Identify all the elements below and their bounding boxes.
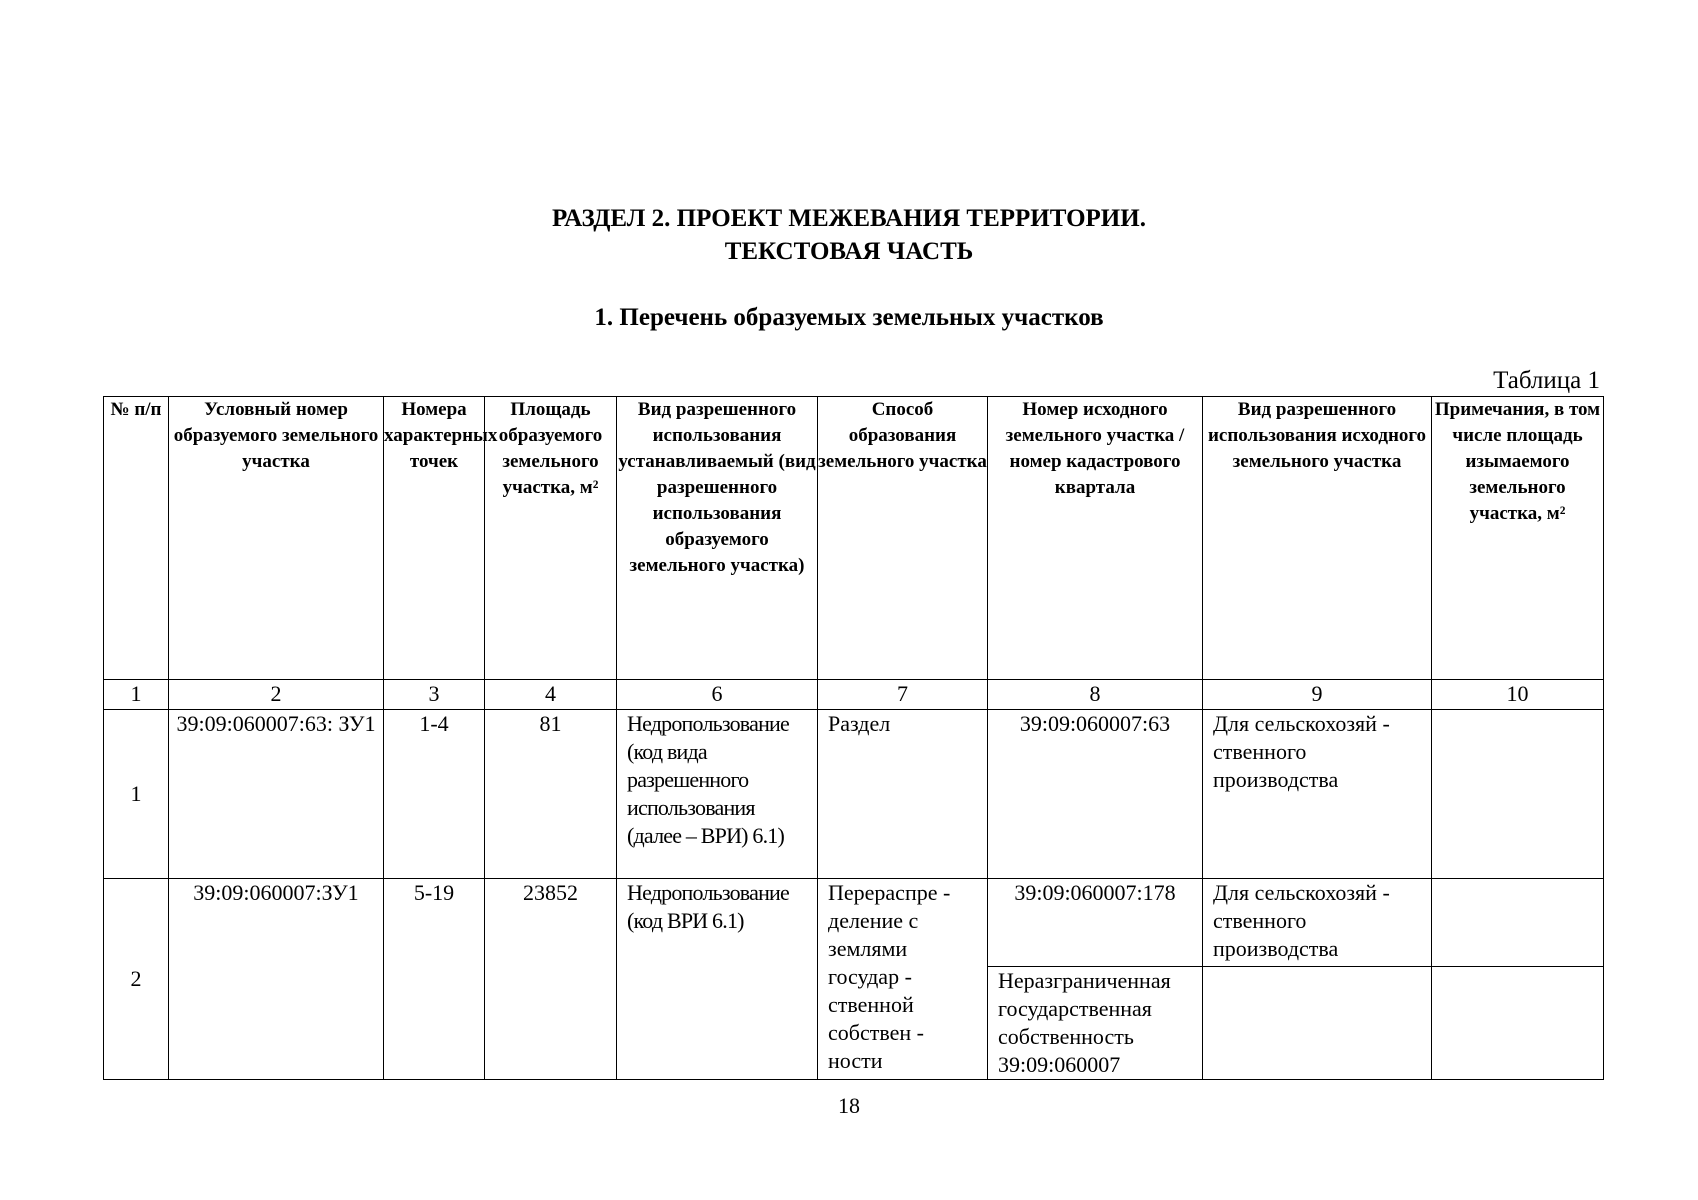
table-caption: Таблица 1 <box>1493 367 1600 394</box>
column-number: 9 <box>1203 680 1432 710</box>
header-cell: Способ образования земельного участка <box>818 397 988 680</box>
title-line-2: ТЕКСТОВАЯ ЧАСТЬ <box>724 238 974 265</box>
header-cell: Номера характерных точек <box>384 397 485 680</box>
conditional-number-cell: 39:09:060007:63: ЗУ1 <box>169 710 384 879</box>
title-line-1: РАЗДЕЛ 2. ПРОЕКТ МЕЖЕВАНИЯ ТЕРРИТОРИИ. <box>552 205 1146 232</box>
area-cell: 81 <box>485 710 617 879</box>
table-row <box>104 879 1604 967</box>
column-number-row <box>104 680 1604 710</box>
source-use-cell <box>1203 967 1432 1080</box>
column-number: 3 <box>384 680 485 710</box>
header-cell: Вид разрешенного использования исходного земельного участка <box>1203 397 1432 680</box>
header-cell: Номер исходного земельного участка / номер кадастрового квартала <box>988 397 1203 680</box>
column-number: 7 <box>818 680 988 710</box>
row-number: 1 <box>104 710 169 879</box>
source-use-cell: Для сельскохозяй - ственного производства <box>1203 879 1432 967</box>
table-row <box>104 710 1604 879</box>
source-parcel-cell: 39:09:060007:178 <box>988 879 1203 967</box>
formation-method-cell: Перераспре - деление с землями государ - ственной собствен - ности <box>818 879 988 1080</box>
column-number: 1 <box>104 680 169 710</box>
source-parcel-cell: 39:09:060007:63 <box>988 710 1203 879</box>
column-number: 4 <box>485 680 617 710</box>
permitted-use-cell: Недропользование (код ВРИ 6.1) <box>617 879 818 1080</box>
header-cell: № п/п <box>104 397 169 680</box>
header-cell: Условный номер образуемого земельного участка <box>169 397 384 680</box>
formation-method-cell: Раздел <box>818 710 988 879</box>
land-parcels-table <box>103 396 1604 1080</box>
row-number: 2 <box>104 879 169 1080</box>
column-number: 6 <box>617 680 818 710</box>
conditional-number-cell: 39:09:060007:ЗУ1 <box>169 879 384 1080</box>
page-title <box>0 202 1698 268</box>
column-number: 10 <box>1432 680 1604 710</box>
points-cell: 1-4 <box>384 710 485 879</box>
area-cell: 23852 <box>485 879 617 1080</box>
table-header-row <box>104 397 1604 680</box>
notes-cell <box>1432 967 1604 1080</box>
source-use-cell: Для сельскохозяй - ственного производства <box>1203 710 1432 879</box>
header-cell: Вид разрешенного использования устанавливаемый (вид разрешенного использования образуемого земельного участка) <box>617 397 818 680</box>
source-parcel-cell: Неразграниченная государственная собственность 39:09:060007 <box>988 967 1203 1080</box>
notes-cell <box>1432 879 1604 967</box>
notes-cell <box>1432 710 1604 879</box>
header-cell: Примечания, в том числе площадь изымаемого земельного участка, м² <box>1432 397 1604 680</box>
column-number: 8 <box>988 680 1203 710</box>
page-number: 18 <box>838 1093 860 1118</box>
points-cell: 5-19 <box>384 879 485 1080</box>
column-number: 2 <box>169 680 384 710</box>
permitted-use-cell: Недропользование (код вида разрешенного использования (далее – ВРИ) 6.1) <box>617 710 818 879</box>
section-subtitle: 1. Перечень образуемых земельных участков <box>594 304 1104 331</box>
header-cell: Площадь образуемого земельного участка, м² <box>485 397 617 680</box>
